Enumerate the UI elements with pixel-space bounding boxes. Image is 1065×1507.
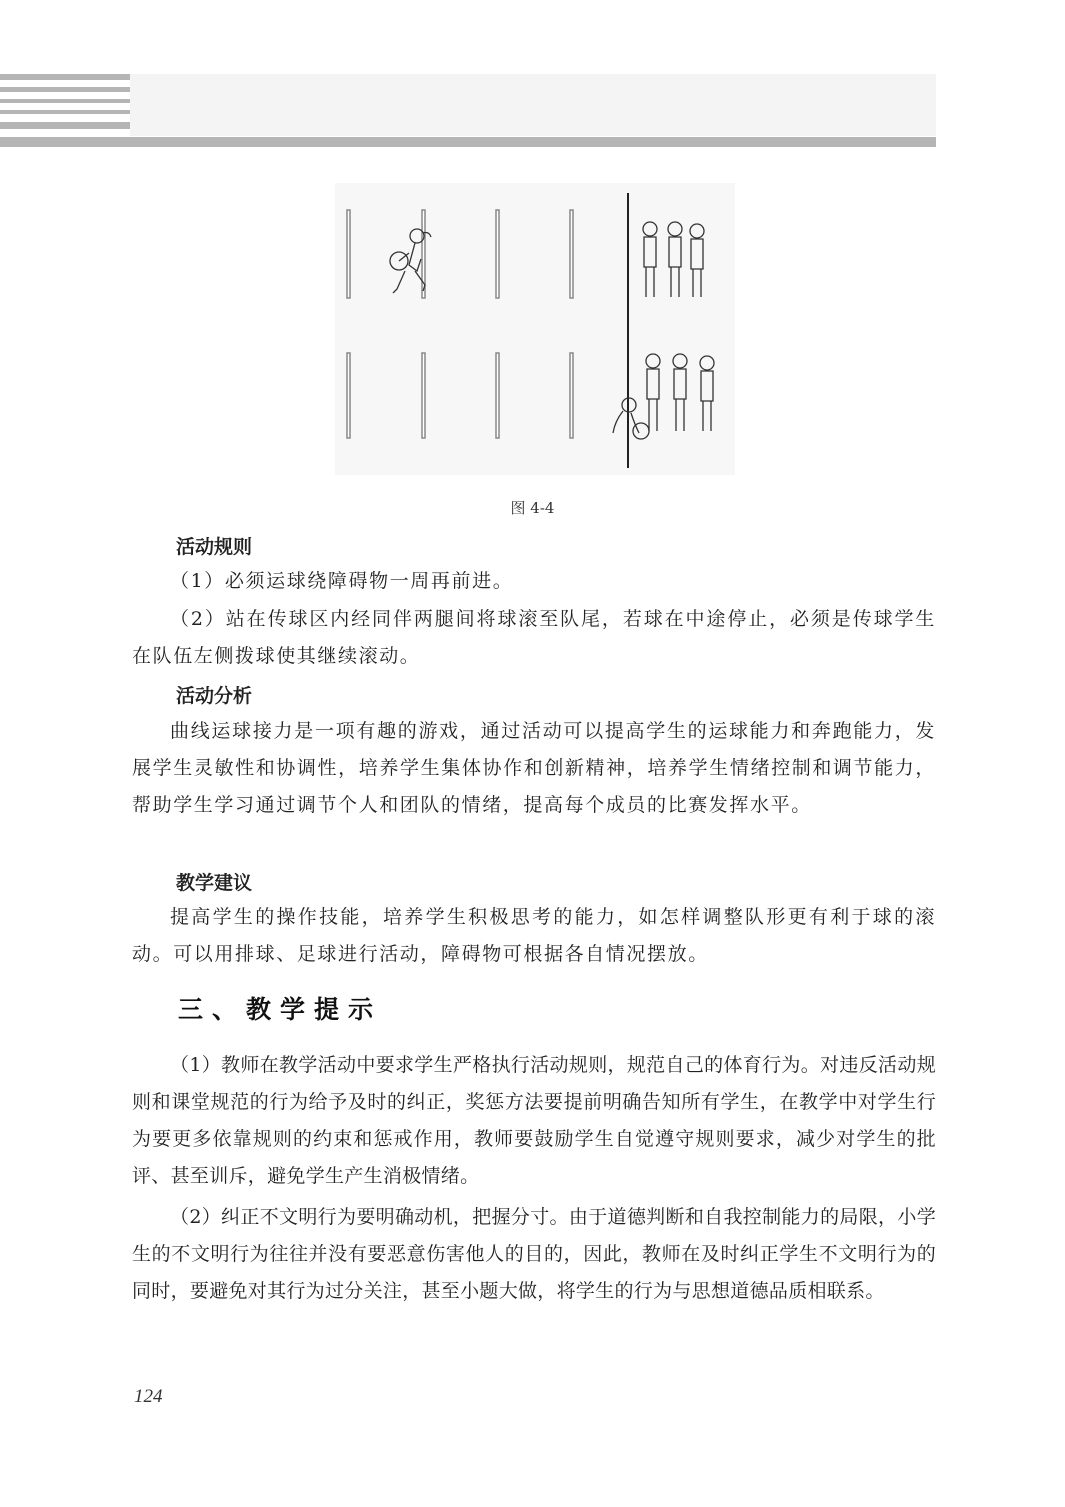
section-heading: 三、教学提示: [178, 995, 383, 1024]
obstacle-pole: [570, 210, 573, 298]
analysis-heading: 活动分析: [176, 685, 253, 707]
header-stripe: [0, 99, 130, 103]
obstacle-pole: [422, 353, 425, 438]
rule-item: （2）站在传球区内经同伴两腿间将球滚至队尾，若球在中途停止，必须是传球学生在队伍左侧拨球使其继续滚动。: [132, 608, 936, 667]
header-stripe: [0, 122, 130, 129]
obstacle-pole: [347, 210, 350, 298]
page-number: 124: [134, 1386, 163, 1407]
header-rule: [0, 137, 936, 147]
tip-paragraph: （1）教师在教学活动中要求学生严格执行活动规则，规范自己的体育行为。对违反活动规则和课堂规范的行为给予及时的纠正，奖惩方法要提前明确告知所有学生，在教学中对学生行为要更多依靠规则的约束和惩戒作用，教师要鼓励学生自觉遵守规则要求，减少对学生的批评、甚至训斥，避免学生产生消极情绪。: [132, 1054, 936, 1187]
tip-paragraph: （2）纠正不文明行为要明确动机，把握分寸。由于道德判断和自我控制能力的局限，小学生的不文明行为往往并没有要恶意伤害他人的目的，因此，教师在及时纠正学生不文明行为的同时，要避免对其行为过分关注，甚至小题大做，将学生的行为与思想道德品质相联系。: [132, 1206, 936, 1302]
obstacle-pole: [496, 353, 499, 438]
figure-background: [335, 183, 735, 475]
obstacle-pole: [496, 210, 499, 298]
rules-heading: 活动规则: [176, 536, 253, 558]
obstacle-pole: [347, 353, 350, 438]
obstacle-pole: [570, 353, 573, 438]
suggestion-paragraph: 提高学生的操作技能，培养学生积极思考的能力，如怎样调整队形更有利于球的滚动。可以用排球、足球进行活动，障碍物可根据各自情况摆放。: [132, 906, 936, 965]
figure-4-4-illustration: [335, 183, 735, 475]
analysis-paragraph: 曲线运球接力是一项有趣的游戏，通过活动可以提高学生的运球能力和奔跑能力，发展学生灵敏性和协调性，培养学生集体协作和创新精神，培养学生情绪控制和调节能力，帮助学生学习通过调节个人和团队的情绪，提高每个成员的比赛发挥水平。: [132, 720, 936, 816]
rule-item: （1）必须运球绕障碍物一周再前进。: [170, 570, 514, 592]
figure-caption: 图 4-4: [510, 499, 555, 517]
header-stripe: [0, 110, 130, 114]
header-stripe: [0, 74, 130, 80]
suggestion-heading: 教学建议: [176, 872, 253, 894]
header-stripe: [0, 87, 130, 92]
header-band: [130, 74, 936, 136]
